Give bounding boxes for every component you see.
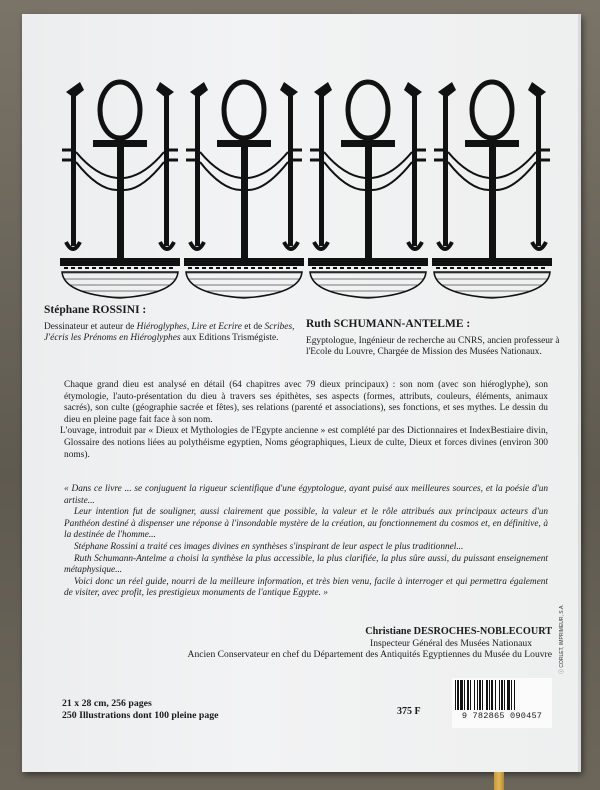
quote-paragraph: « Dans ce livre ... se conjuguent la rigueur scientifique d'une égyptologue, ayant puisé aux meilleures sources, et la poésie d'un artiste... xyxy=(64,484,548,506)
author-schumann-antelme xyxy=(306,318,564,358)
barcode-bar xyxy=(504,680,505,710)
bio-part: aux Editions Trismégiste. xyxy=(180,333,279,343)
bio-part: Dessinateur et auteur de xyxy=(44,322,137,332)
barcode-bar xyxy=(479,680,481,710)
quote-paragraph: Ruth Schumann-Antelme a choisi la synthèse la plus accessible, la plus clarifiée, la plus sûre aussi, du puissant enseignement métaphysique... xyxy=(64,553,548,576)
quote-signature xyxy=(62,626,552,661)
price-label: 375 F xyxy=(397,706,421,717)
signature-name: Christiane DESROCHES-NOBLECOURT xyxy=(365,626,552,637)
barcode-bar xyxy=(501,680,503,710)
quote-paragraph: Leur intention fut de souligner, aussi clairement que possible, la valeur et le rôle attribués aux principaux acteurs d'un Panthéon destiné à dispenser une réponse à l'insondable mystère de la création, au fonctionnement du cosmos et, en définitive, à la destinée de l'homme... xyxy=(64,507,548,541)
quote-paragraph: Voici donc un réel guide, nourri de la meilleure information, et très bien venu, facile à interroger et qui permettra également de visiter, avec profit, les prestigieux monuments de l'antique Egypte. » xyxy=(64,576,548,599)
barcode-bar xyxy=(477,680,478,710)
bio-part: Scribes, J'écris les Prénoms en Hiéroglyphes xyxy=(44,322,295,343)
barcode-bar xyxy=(460,680,463,710)
quote-paragraph: Stéphane Rossini a traité ces images divines en synthèses s'inspirant de leur aspect le plus traditionnel... xyxy=(74,541,464,552)
book-format: 21 x 28 cm, 256 pages xyxy=(62,698,152,709)
barcode-bar xyxy=(457,680,459,710)
hieroglyph-frieze xyxy=(58,72,558,302)
bookmark-ribbon xyxy=(494,772,504,790)
barcode-bar xyxy=(486,680,488,710)
preface-quote xyxy=(64,484,548,600)
description-paragraph: L'ouvage, introduit par « Dieux et Mythologies de l'Egypte ancienne » est complété par des Dictionnaires et IndexBestiaire divin, Glossaire des notions liées au polythéisme egyptien, Noms géographiques, Lieux de culte, Dieux et forces divines (environ 300 noms). xyxy=(60,426,548,460)
barcode-bar xyxy=(507,680,510,710)
bio-part: et de xyxy=(241,322,265,332)
barcode-bar xyxy=(514,680,515,710)
bio-part: Hiéroglyphes, Lire et Ecrire xyxy=(136,322,242,332)
barcode-bar xyxy=(482,680,483,710)
signature-title-1: Inspecteur Général des Musées Nationaux xyxy=(370,637,532,649)
author-rossini xyxy=(44,304,314,344)
barcode-bar xyxy=(499,680,500,710)
barcode-bar xyxy=(511,680,512,710)
author-rossini-bio xyxy=(44,322,314,344)
book-description xyxy=(60,380,548,461)
barcode-bar xyxy=(491,680,493,710)
barcode-bar xyxy=(495,680,496,710)
barcode-bar xyxy=(474,680,475,710)
author-schumann-antelme-name: Ruth SCHUMANN-ANTELME : xyxy=(306,318,471,330)
barcode-bar xyxy=(464,680,465,710)
book-specs xyxy=(62,698,219,721)
description-paragraph: Chaque grand dieu est analysé en détail (64 chapitres avec 79 dieux principaux) : son nom (avec son hiéroglyphe), son étymologie, l'auto-présentation du dieu à travers ses épithètes, ses aspects (formes, attributs, couleurs, éléments, animaux sacrés), son culte (géographie sacrée et fêtes), ses relations (parenté et associations), ses fonctions, et ses mythes. Le dessin du dieu en pleine page fait face à son nom. xyxy=(64,380,548,425)
authors-section xyxy=(44,304,564,374)
barcode-bar xyxy=(455,680,456,710)
book-back-cover xyxy=(22,14,581,772)
author-schumann-antelme-bio: Egyptologue, Ingénieur de recherche au CNRS, ancien professeur à l'Ecole du Louvre, Chargée de Mission des Musées Nationaux. xyxy=(306,336,560,357)
author-rossini-name: Stéphane ROSSINI : xyxy=(44,304,147,316)
barcode-bar xyxy=(467,680,469,710)
barcode-bar xyxy=(470,680,471,710)
signature-title-2: Ancien Conservateur en chef du Département des Antiquités Egyptiennes du Musée du Louvre xyxy=(187,649,552,660)
barcode-bar xyxy=(489,680,490,710)
book-illustrations: 250 Illustrations dont 100 pleine page xyxy=(62,709,219,721)
printer-credit: ⓘ CORLET, IMPRIMEUR, S.A. xyxy=(559,604,565,674)
isbn-number: 9 782865 090457 xyxy=(461,711,543,721)
